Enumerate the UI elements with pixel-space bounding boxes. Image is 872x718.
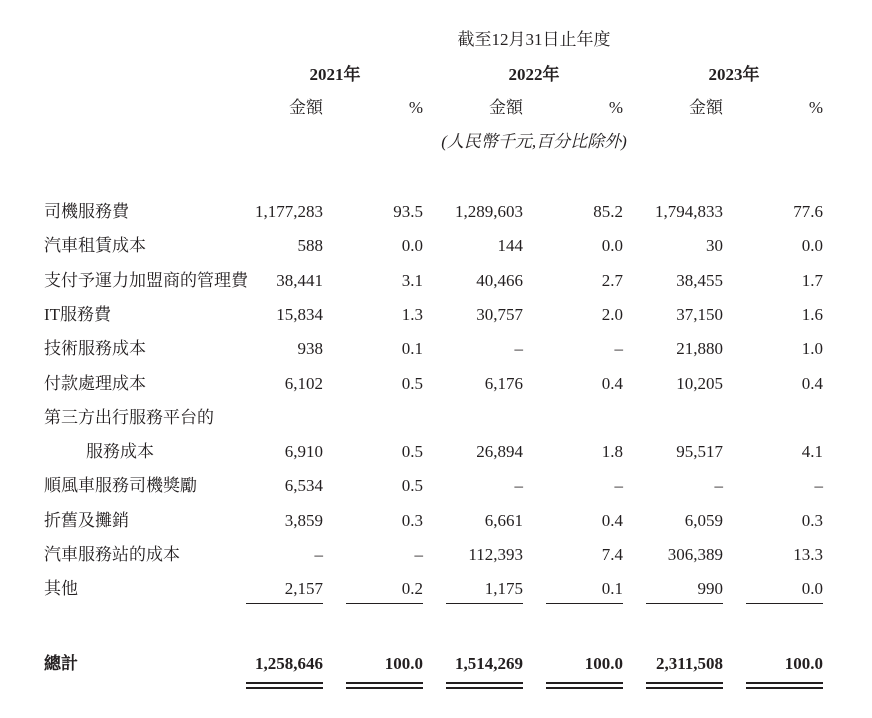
cell-percent-2022: 2.0 [601,305,623,324]
row-label: 服務成本 [86,442,154,461]
cell-amount-2022: 40,466 [476,271,523,290]
cell-amount-2022: 6,176 [484,374,523,393]
percent-header-2023: % [808,98,823,117]
cell-amount-2022: 1,175 [484,579,523,598]
amount-header-2021: 金額 [289,98,323,117]
cell-percent-2022: 0.4 [601,511,623,530]
cell-amount-2021: 3,859 [284,511,323,530]
total-double-rule [546,687,623,689]
total-double-rule [746,682,823,684]
period-heading: 截至12月31日止年度 [457,30,611,49]
row-label: 支付予運力加盟商的管理費 [44,271,248,290]
year-2021-heading: 2021年 [309,65,361,84]
subtotal-rule [746,603,823,604]
subtotal-rule [346,603,423,604]
cell-amount-2021: 15,834 [276,305,323,324]
cell-percent-2021: 0.5 [401,374,423,393]
cell-percent-2023: – [814,476,823,495]
cell-percent-2022: – [614,339,623,358]
row-label: 順風車服務司機獎勵 [44,476,197,495]
row-label: 司機服務費 [44,202,129,221]
subtotal-rule [546,603,623,604]
cell-amount-2022: 1,289,603 [455,202,523,221]
cell-percent-2023: 0.0 [801,579,823,598]
cell-amount-2023: 306,389 [667,545,723,564]
row-label: 技術服務成本 [44,339,146,358]
year-2022-heading: 2022年 [508,65,560,84]
total-percent-2023: 100.0 [784,654,823,673]
cell-percent-2021: 0.1 [401,339,423,358]
cell-amount-2021: 6,534 [284,476,323,495]
total-double-rule [246,687,323,689]
total-double-rule [646,682,723,684]
cell-amount-2023: 38,455 [676,271,723,290]
cell-amount-2023: 6,059 [684,511,723,530]
total-double-rule [746,687,823,689]
cell-percent-2023: 0.0 [801,236,823,255]
row-label: 第三方出行服務平台的 [44,408,214,427]
cell-amount-2022: – [514,339,523,358]
total-amount-2023: 2,311,508 [655,654,723,673]
amount-header-2023: 金額 [689,98,723,117]
cell-percent-2022: 2.7 [601,271,623,290]
cell-amount-2022: 112,393 [468,545,523,564]
total-percent-2021: 100.0 [384,654,423,673]
total-amount-2022: 1,514,269 [455,654,523,673]
cell-percent-2023: 0.3 [801,511,823,530]
total-double-rule [446,682,523,684]
total-label: 總計 [44,654,78,673]
cell-percent-2021: 1.3 [401,305,423,324]
cell-percent-2023: 13.3 [793,545,823,564]
row-label: 汽車租賃成本 [44,236,146,255]
cell-percent-2023: 1.0 [801,339,823,358]
cell-amount-2023: 30 [706,236,723,255]
cell-amount-2023: – [714,476,723,495]
cell-amount-2021: 6,910 [284,442,323,461]
row-label: IT服務費 [44,305,112,324]
cell-percent-2022: 0.0 [601,236,623,255]
total-double-rule [246,682,323,684]
cell-percent-2022: 0.4 [601,374,623,393]
total-double-rule [546,682,623,684]
percent-header-2021: % [408,98,423,117]
total-double-rule [346,682,423,684]
percent-header-2022: % [608,98,623,117]
cell-amount-2022: 144 [497,236,523,255]
cell-amount-2023: 1,794,833 [655,202,723,221]
cell-percent-2021: 0.5 [401,476,423,495]
row-label: 汽車服務站的成本 [44,545,180,564]
cell-amount-2023: 21,880 [676,339,723,358]
cell-percent-2023: 77.6 [793,202,823,221]
cell-percent-2021: 3.1 [401,271,423,290]
cell-percent-2021: 0.2 [401,579,423,598]
cell-amount-2022: 26,894 [476,442,523,461]
cell-percent-2021: 0.3 [401,511,423,530]
cell-amount-2023: 95,517 [676,442,723,461]
cell-amount-2021: 1,177,283 [255,202,323,221]
cell-percent-2022: 1.8 [601,442,623,461]
total-double-rule [446,687,523,689]
cell-percent-2022: – [614,476,623,495]
cell-amount-2021: 588 [297,236,323,255]
subtotal-rule [446,603,523,604]
total-amount-2021: 1,258,646 [255,654,323,673]
cell-percent-2022: 85.2 [593,202,623,221]
cell-percent-2021: – [414,545,423,564]
cell-percent-2023: 1.6 [801,305,823,324]
cell-amount-2022: 6,661 [484,511,523,530]
cell-amount-2021: – [314,545,323,564]
row-label: 折舊及攤銷 [44,511,129,530]
cell-amount-2022: – [514,476,523,495]
cell-amount-2023: 10,205 [676,374,723,393]
row-label: 其他 [44,579,78,598]
cell-percent-2021: 93.5 [393,202,423,221]
cell-amount-2021: 6,102 [284,374,323,393]
subtotal-rule [646,603,723,604]
cell-amount-2023: 990 [697,579,723,598]
cell-percent-2023: 0.4 [801,374,823,393]
total-double-rule [346,687,423,689]
cell-amount-2021: 2,157 [284,579,323,598]
subtotal-rule [246,603,323,604]
cell-percent-2022: 0.1 [601,579,623,598]
row-label: 付款處理成本 [44,374,146,393]
cell-percent-2022: 7.4 [601,545,623,564]
unit-note: (人民幣千元,百分比除外) [441,132,627,151]
cell-percent-2021: 0.0 [401,236,423,255]
cell-amount-2022: 30,757 [476,305,523,324]
cell-amount-2021: 38,441 [276,271,323,290]
cell-amount-2023: 37,150 [676,305,723,324]
total-double-rule [646,687,723,689]
total-percent-2022: 100.0 [584,654,623,673]
cell-percent-2021: 0.5 [401,442,423,461]
cell-percent-2023: 1.7 [801,271,823,290]
cell-amount-2021: 938 [297,339,323,358]
year-2023-heading: 2023年 [708,65,760,84]
cell-percent-2023: 4.1 [801,442,823,461]
amount-header-2022: 金額 [489,98,523,117]
